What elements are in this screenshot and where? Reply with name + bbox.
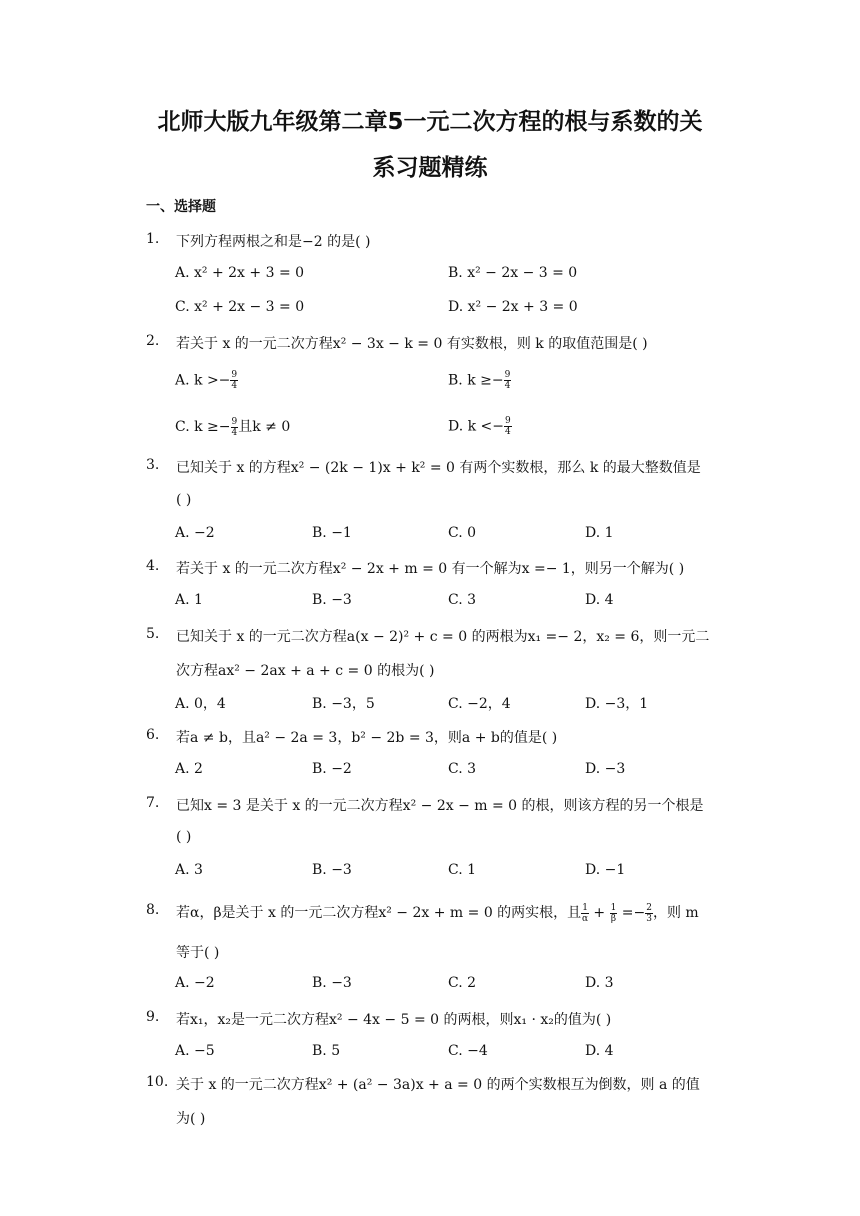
question-number: 4.	[146, 558, 160, 574]
question-text: 关于 x 的一元二次方程x² + (a² − 3a)x + a = 0 的两个实数根互为倒数，则 a 的值	[176, 1077, 700, 1093]
option-b: B. −3	[312, 862, 352, 878]
option-a: A. 0，4	[175, 696, 226, 712]
option-a	[175, 370, 238, 391]
option-c: C. 3	[448, 761, 477, 777]
question-text: 若关于 x 的一元二次方程x² − 2x + m = 0 有一个解为x =− 1，则另一个解为( )	[176, 561, 685, 577]
question-text-end: ，则 m	[652, 905, 699, 921]
option-b: B. −3，5	[312, 696, 375, 712]
fraction-one-over-alpha: $\frac{1}{\alpha}$	[582, 902, 589, 924]
section-heading: 一、选择题	[146, 199, 216, 215]
option-d: D. 4	[585, 592, 614, 608]
option-b	[448, 370, 511, 391]
option-a: A. x² + 2x + 3 = 0	[175, 265, 305, 281]
fraction-denominator: 4	[504, 381, 511, 391]
option-d: D. −1	[585, 862, 626, 878]
option-d: D. x² − 2x + 3 = 0	[448, 299, 578, 315]
question-text: 已知x = 3 是关于 x 的一元二次方程x² − 2x − m = 0 的根，则该方程的另一个根是	[176, 798, 704, 814]
option-c-text: C. k ≥−	[175, 419, 231, 435]
option-c: C. 2	[448, 975, 477, 991]
option-d	[448, 416, 512, 437]
option-a: A. −2	[175, 525, 215, 541]
option-b: B. −3	[312, 975, 352, 991]
option-c: C. 1	[448, 862, 477, 878]
question-text: 已知关于 x 的方程x² − (2k − 1)x + k² = 0 有两个实数根，那么 k 的最大整数值是	[176, 460, 701, 476]
equals-sign: =−	[621, 905, 646, 921]
fraction-two-thirds: $\frac{2}{3}$	[646, 902, 652, 924]
question-text-cont: 为( )	[176, 1111, 206, 1127]
question-number: 2.	[146, 333, 160, 349]
question-number: 7.	[146, 795, 160, 811]
question-text-cont: ( )	[176, 829, 192, 845]
question-text-cont: 次方程ax² − 2ax + a + c = 0 的根为( )	[176, 663, 435, 679]
fraction	[504, 416, 512, 437]
option-b-text: B. k ≥−	[448, 372, 504, 389]
option-c: C. 0	[448, 525, 477, 541]
option-b: B. −1	[312, 525, 352, 541]
option-b: B. 5	[312, 1043, 341, 1059]
question-text-cont: ( )	[176, 492, 192, 508]
fraction-denominator: 4	[231, 427, 238, 438]
fraction	[504, 370, 512, 391]
fraction-one-over-beta: $\frac{1}{\beta}$	[610, 902, 617, 924]
question-number: 5.	[146, 626, 160, 642]
fraction-numerator: 9	[231, 370, 238, 380]
question-text: 已知关于 x 的一元二次方程a(x − 2)² + c = 0 的两根为x₁ =− 2，x₂ = 6，则一元二	[176, 629, 710, 645]
option-b: B. −3	[312, 592, 352, 608]
option-c: C. −4	[448, 1043, 488, 1059]
question-number: 3.	[146, 457, 160, 473]
question-number: 9.	[146, 1009, 160, 1025]
question-text-main: 若α，β是关于 x 的一元二次方程x² − 2x + m = 0 的两实根，且	[176, 905, 582, 921]
option-a: A. 2	[175, 761, 203, 777]
option-a-text: A. k >−	[175, 372, 231, 389]
question-text-cont: 等于( )	[176, 945, 220, 961]
document-title-line1: 北师大版九年级第二章5一元二次方程的根与系数的关	[157, 109, 703, 135]
option-d: D. −3	[585, 761, 626, 777]
question-number: 6.	[146, 727, 160, 743]
option-a: A. −2	[175, 975, 215, 991]
option-c	[175, 416, 290, 438]
option-c-suffix: 且k ≠ 0	[238, 419, 291, 435]
fraction-denominator: 4	[231, 381, 238, 391]
question-number: 1.	[146, 231, 160, 247]
option-d: D. 4	[585, 1043, 614, 1059]
document-title-line2: 系习题精练	[372, 155, 488, 181]
option-a: A. 1	[175, 592, 203, 608]
question-text: 若x₁，x₂是一元二次方程x² − 4x − 5 = 0 的两根，则x₁ · x₂的值为( )	[176, 1012, 612, 1028]
option-c: C. x² + 2x − 3 = 0	[175, 299, 305, 315]
question-text: 若关于 x 的一元二次方程x² − 3x − k = 0 有实数根，则 k 的取值范围是( )	[176, 336, 648, 352]
question-text: 若a ≠ b，且a² − 2a = 3，b² − 2b = 3，则a + b的值是( )	[176, 730, 558, 746]
option-c: C. −2，4	[448, 696, 511, 712]
option-b: B. x² − 2x − 3 = 0	[448, 265, 578, 281]
question-text: 若α，β是关于 x 的一元二次方程x² − 2x + m = 0 的两实根，且 $\frac{1}{\alpha}$ + $\frac{1}{\beta}$ =− $\frac{2}{3}$ ，则 m	[176, 902, 699, 924]
option-d-text: D. k <−	[448, 418, 505, 435]
option-c: C. 3	[448, 592, 477, 608]
question-text: 下列方程两根之和是−2 的是( )	[176, 234, 371, 250]
option-a: A. −5	[175, 1043, 215, 1059]
option-d: D. −3，1	[585, 696, 649, 712]
fraction-numerator: 9	[504, 370, 511, 380]
fraction-numerator: 9	[505, 416, 511, 426]
option-d: D. 3	[585, 975, 614, 991]
question-number: 8.	[146, 902, 160, 918]
option-b: B. −2	[312, 761, 352, 777]
fraction-numerator: 9	[231, 416, 238, 427]
option-a: A. 3	[175, 862, 203, 878]
fraction-denominator: 4	[505, 427, 511, 437]
option-d: D. 1	[585, 525, 614, 541]
question-number: 10.	[146, 1074, 169, 1090]
fraction	[230, 370, 238, 391]
